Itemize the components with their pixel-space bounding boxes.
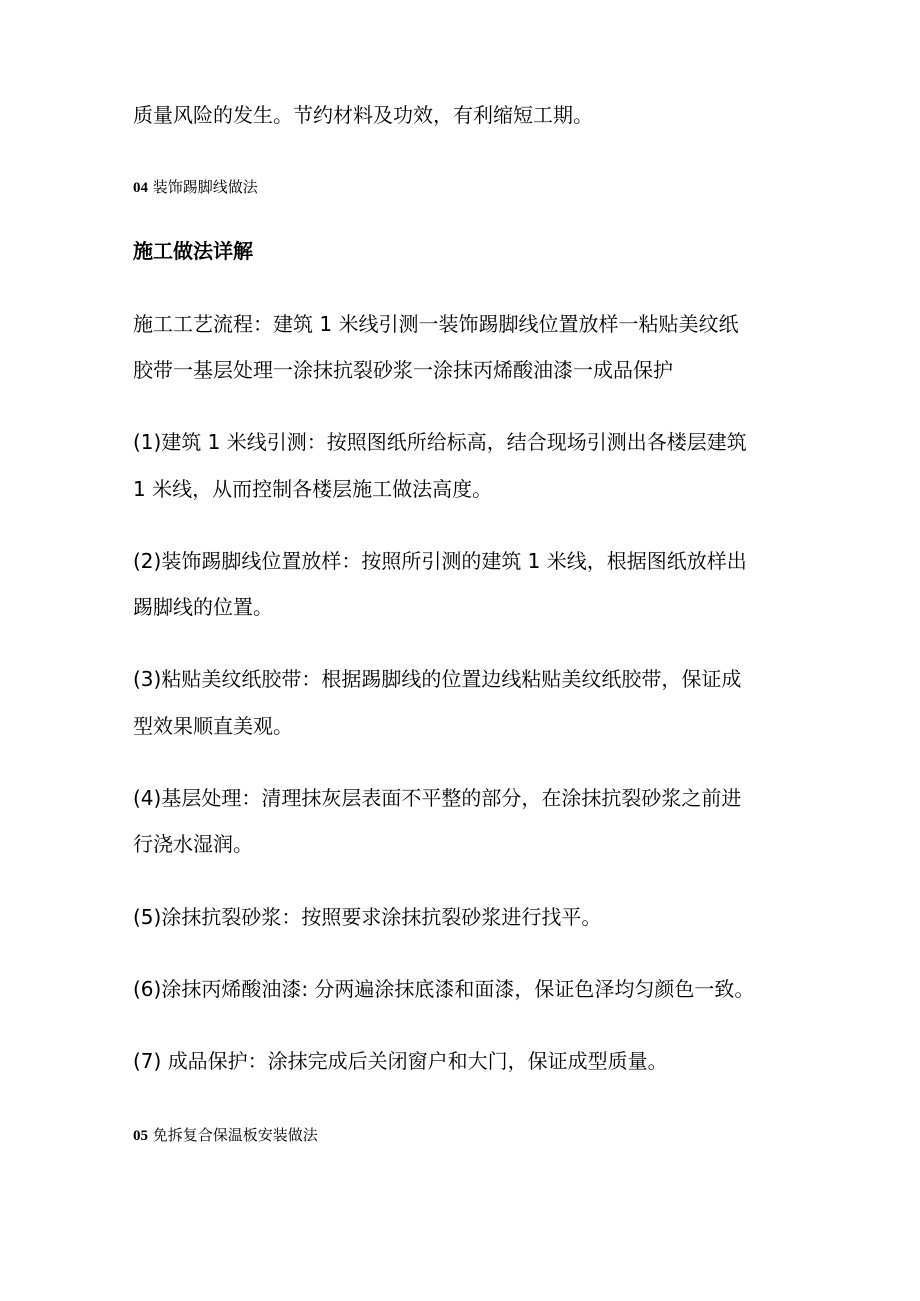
step-4-line-1: (4)基层处理：清理抹灰层表面不平整的部分，在涂抹抗裂砂浆之前进 bbox=[133, 786, 742, 810]
process-flow-line-2: 胶带一基层处理一涂抹抗裂砂浆一涂抹丙烯酸油漆一成品保护 bbox=[133, 358, 673, 382]
step-1-line-2: 1 米线，从而控制各楼层施工做法高度。 bbox=[133, 477, 493, 501]
process-flow-line-1: 施工工艺流程：建筑 1 米线引测一装饰踢脚线位置放样一粘贴美纹纸 bbox=[133, 312, 739, 336]
step-3-line-2: 型效果顺直美观。 bbox=[133, 714, 293, 738]
step-2-line-1: (2)装饰踢脚线位置放样：按照所引测的建筑 1 米线，根据图纸放样出 bbox=[133, 549, 747, 573]
section-05-title: 免拆复合保温板安装做法 bbox=[152, 1126, 318, 1144]
step-4-line-2: 行浇水湿润。 bbox=[133, 832, 253, 856]
step-5-line-1: (5)涂抹抗裂砂浆：按照要求涂抹抗裂砂浆进行找平。 bbox=[133, 905, 602, 929]
section-04-heading bbox=[133, 178, 258, 197]
step-1-line-1: (1)建筑 1 米线引测：按照图纸所给标高，结合现场引测出各楼层建筑 bbox=[133, 430, 747, 454]
step-2-line-2: 踢脚线的位置。 bbox=[133, 595, 273, 619]
section-04-title: 装饰踢脚线做法 bbox=[152, 178, 258, 196]
section-05-heading bbox=[133, 1126, 318, 1145]
step-7-line-1: (7) 成品保护：涂抹完成后关闭窗户和大门，保证成型质量。 bbox=[133, 1049, 668, 1073]
continuation-line: 质量风险的发生。节约材料及功效，有利缩短工期。 bbox=[133, 103, 593, 127]
step-3-line-1: (3)粘贴美纹纸胶带：根据踢脚线的位置边线粘贴美纹纸胶带，保证成 bbox=[133, 667, 742, 691]
section-04-number: 04 bbox=[133, 180, 148, 196]
subheading: 施工做法详解 bbox=[133, 239, 253, 263]
step-6-line-1: (6)涂抹丙烯酸油漆: 分两遍涂抹底漆和面漆，保证色泽均匀颜色一致。 bbox=[133, 977, 755, 1001]
section-05-number: 05 bbox=[133, 1128, 148, 1144]
